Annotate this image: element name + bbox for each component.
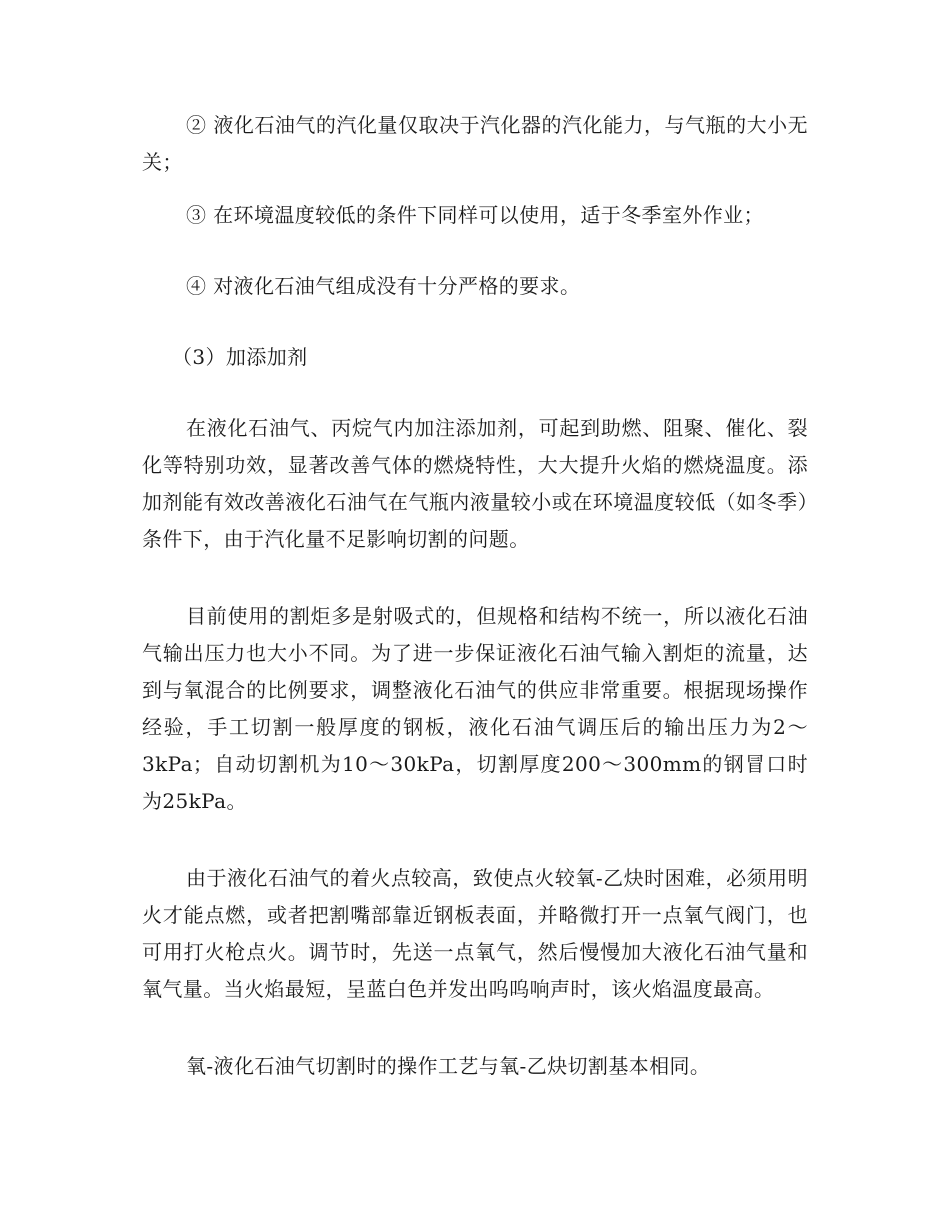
section-heading: （3）加添加剂 [172,345,308,369]
document-body [142,107,808,1085]
body-paragraph: 目前使用的割炬多是射吸式的，但规格和结构不统一，所以液化石油气输出压力也大小不同。为了进一步保证液化石油气输入割炬的流量，达到与氧混合的比例要求，调整液化石油气的供应非常重要。根据现场操作经验，手工切割一般厚度的钢板，液化石油气调压后的输出压力为2～3kPa；自动切割机为10～30kPa，切割厚度200～300mm的钢冒口时为25kPa。 [142,604,808,813]
body-paragraph: 由于液化石油气的着火点较高，致使点火较氧-乙炔时困难，必须用明火才能点燃，或者把割嘴部靠近钢板表面，并略微打开一点氧气阀门，也可用打火枪点火。调节时，先送一点氧气，然后慢慢加大液化石油气量和氧气量。当火焰最短，呈蓝白色并发出呜呜响声时，该火焰温度最高。 [142,866,808,1001]
body-paragraph: 在液化石油气、丙烷气内加注添加剂，可起到助燃、阻聚、催化、裂化等特别功效，显著改善气体的燃烧特性，大大提升火焰的燃烧温度。添加剂能有效改善液化石油气在气瓶内液量较小或在环境温度较低（如冬季）条件下，由于汽化量不足影响切割的问题。 [142,416,808,551]
list-item-2: ② 液化石油气的汽化量仅取决于汽化器的汽化能力，与气瓶的大小无关； [142,113,808,174]
list-item-3: ③ 在环境温度较低的条件下同样可以使用，适于冬季室外作业； [186,203,764,227]
body-paragraph: 氧-液化石油气切割时的操作工艺与氧-乙炔切割基本相同。 [186,1054,711,1078]
list-item-4: ④ 对液化石油气组成没有十分严格的要求。 [186,274,581,298]
